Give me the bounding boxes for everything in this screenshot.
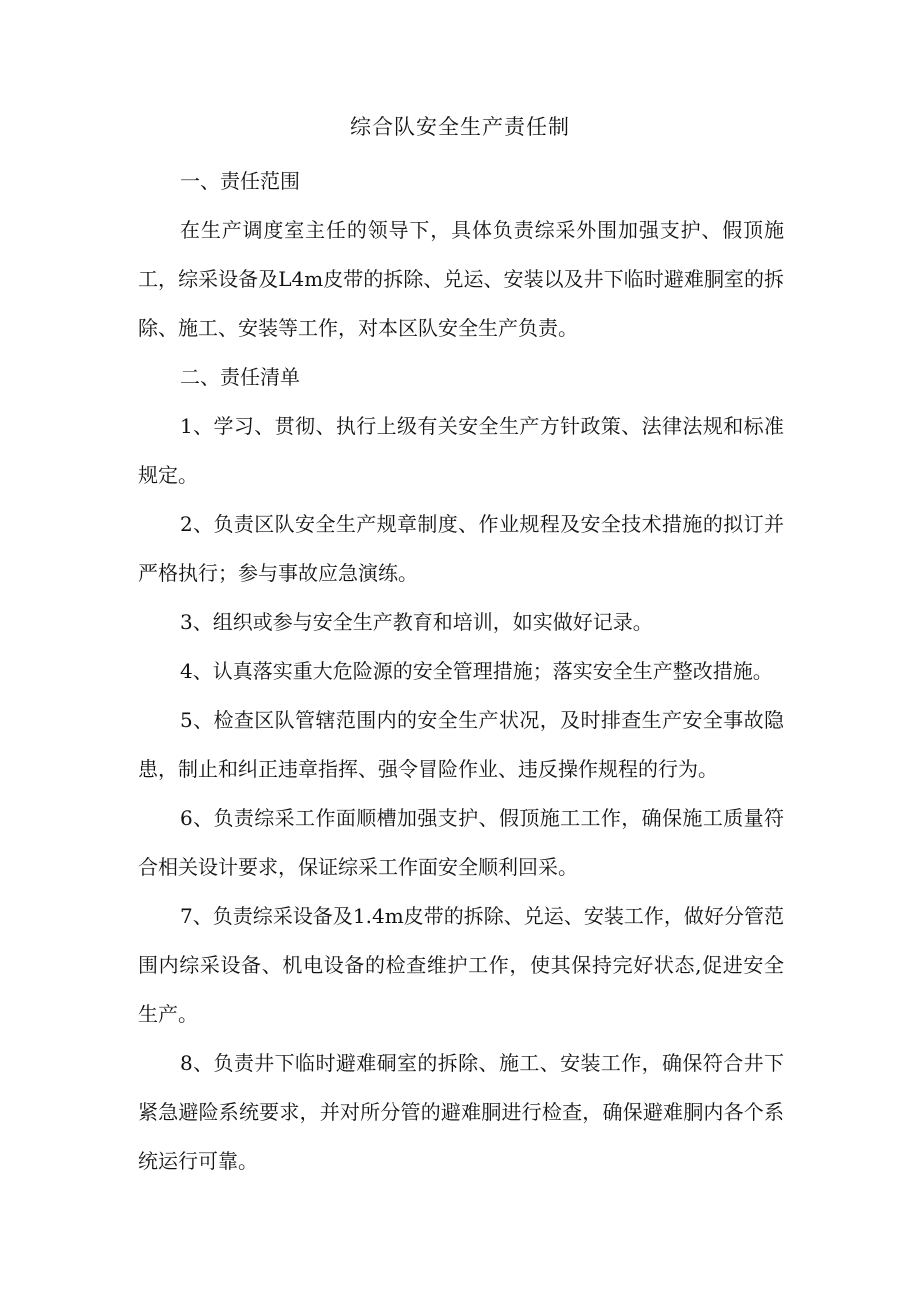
checklist-item-4: 4、认真落实重大危险源的安全管理措施；落实安全生产整改措施。 <box>180 659 773 683</box>
checklist-item-8: 8、负责井下临时避难硐室的拆除、施工、安装工作，确保符合井下紧急避险系统要求，并对所分管的避难胴进行检查，确保避难胴内各个系统运行可靠。 <box>138 1051 784 1173</box>
scope-paragraph: 在生产调度室主任的领导下，具体负责综采外围加强支护、假顶施工，综采设备及L4m皮带的拆除、兑运、安装以及井下临时避难胴室的拆除、施工、安装等工作，对本区队安全生产负责。 <box>138 218 784 340</box>
section-heading-checklist: 二、责任清单 <box>180 365 300 389</box>
section-heading-scope: 一、责任范围 <box>180 169 300 193</box>
checklist-item-1: 1、学习、贯彻、执行上级有关安全生产方针政策、法律法规和标准规定。 <box>138 414 784 487</box>
checklist-item-5: 5、检查区队管辖范围内的安全生产状况，及时排查生产安全事故隐患，制止和纠正违章指挥、强令冒险作业、违反操作规程的行为。 <box>138 708 784 781</box>
document-body <box>138 157 784 1186</box>
checklist-item-3: 3、组织或参与安全生产教育和培训，如实做好记录。 <box>180 610 653 634</box>
checklist-item-6: 6、负责综采工作面顺槽加强支护、假顶施工工作，确保施工质量符合相关设计要求，保证综采工作面安全顺利回采。 <box>138 806 784 879</box>
document-title: 综合队安全生产责任制 <box>350 115 570 139</box>
checklist-item-2: 2、负责区队安全生产规章制度、作业规程及安全技术措施的拟订并严格执行；参与事故应急演练。 <box>138 512 784 585</box>
checklist-item-7: 7、负责综采设备及1.4m皮带的拆除、兑运、安装工作，做好分管范围内综采设备、机电设备的检查维护工作，使其保持完好状态,促进安全生产。 <box>138 904 784 1026</box>
